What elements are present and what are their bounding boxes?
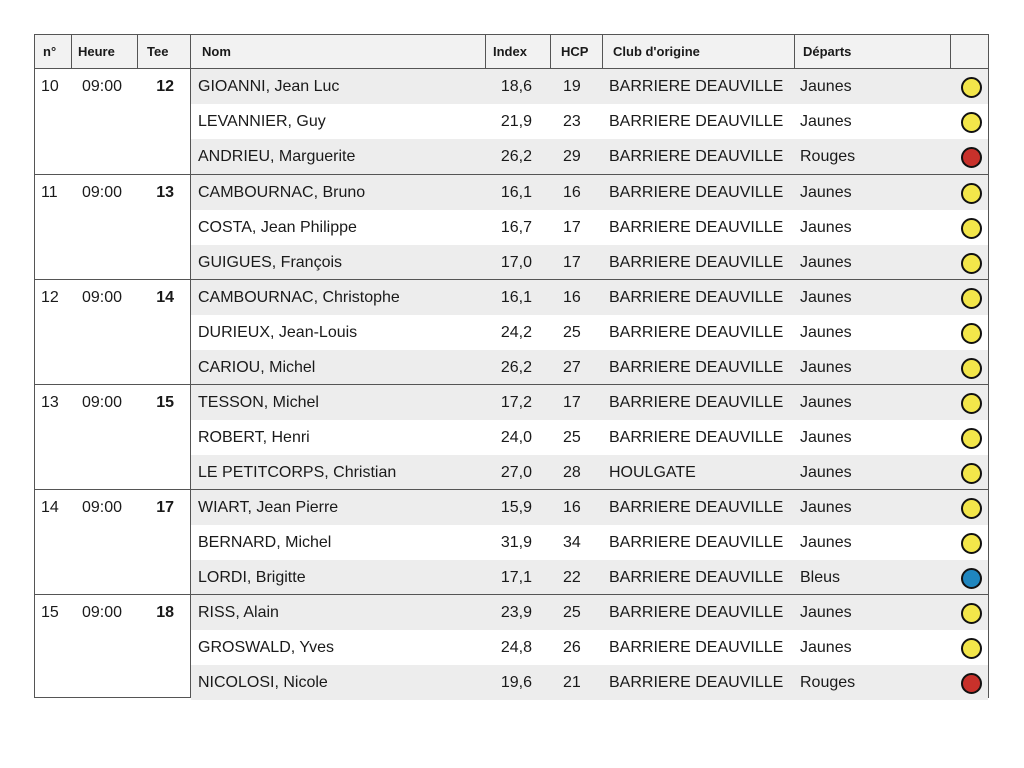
- player-depart: Jaunes: [800, 254, 852, 271]
- tee-group: [35, 69, 988, 174]
- player-depart: Jaunes: [800, 184, 852, 201]
- player-row: [191, 385, 988, 420]
- player-depart: Jaunes: [800, 604, 852, 621]
- player-name: CAMBOURNAC, Christophe: [198, 289, 400, 306]
- player-depart: Jaunes: [800, 429, 852, 446]
- player-index: 27,0: [500, 464, 532, 481]
- tee-group: [35, 279, 988, 384]
- column-divider: [71, 35, 72, 69]
- player-name: LORDI, Brigitte: [198, 569, 306, 586]
- group-time: 09:00: [82, 184, 123, 201]
- player-row: [191, 455, 988, 490]
- player-name: CAMBOURNAC, Bruno: [198, 184, 366, 201]
- group-number: 14: [41, 499, 59, 516]
- player-name: ANDRIEU, Marguerite: [198, 148, 356, 165]
- player-club: BARRIERE DEAUVILLE: [609, 394, 784, 411]
- player-name: TESSON, Michel: [198, 394, 319, 411]
- player-row: [191, 560, 988, 595]
- player-row: [191, 315, 988, 350]
- header-heure: Heure: [78, 44, 115, 59]
- player-hcp: 29: [563, 148, 581, 165]
- player-club: BARRIERE DEAUVILLE: [609, 254, 784, 271]
- player-name: GIOANNI, Jean Luc: [198, 78, 340, 95]
- column-divider: [950, 35, 951, 69]
- player-depart: Jaunes: [800, 219, 852, 236]
- player-hcp: 17: [563, 219, 581, 236]
- player-index: 24,0: [500, 429, 532, 446]
- player-name: CARIOU, Michel: [198, 359, 316, 376]
- player-row: [191, 69, 988, 104]
- player-name: GUIGUES, François: [198, 254, 343, 271]
- player-index: 16,1: [500, 184, 532, 201]
- player-club: BARRIERE DEAUVILLE: [609, 604, 784, 621]
- player-depart: Rouges: [800, 674, 856, 691]
- tee-group: [35, 174, 988, 279]
- player-depart: Jaunes: [800, 464, 852, 481]
- player-club: BARRIERE DEAUVILLE: [609, 499, 784, 516]
- tee-color-dot-icon: [961, 147, 982, 168]
- player-club: HOULGATE: [609, 464, 696, 481]
- group-tee: 14: [156, 289, 174, 306]
- player-name: NICOLOSI, Nicole: [198, 674, 328, 691]
- player-name: DURIEUX, Jean-Louis: [198, 324, 358, 341]
- player-hcp: 19: [563, 78, 581, 95]
- player-row: [191, 665, 988, 700]
- header-tee: Tee: [147, 44, 169, 59]
- player-row: [191, 139, 988, 174]
- player-name: COSTA, Jean Philippe: [198, 219, 357, 236]
- player-index: 15,9: [500, 499, 532, 516]
- player-hcp: 17: [563, 254, 581, 271]
- player-club: BARRIERE DEAUVILLE: [609, 184, 784, 201]
- group-tee: 15: [156, 394, 174, 411]
- player-hcp: 16: [563, 499, 581, 516]
- player-index: 19,6: [500, 674, 532, 691]
- tee-color-dot-icon: [961, 498, 982, 519]
- player-index: 24,8: [500, 639, 532, 656]
- player-index: 31,9: [500, 534, 532, 551]
- player-depart: Jaunes: [800, 499, 852, 516]
- player-depart: Jaunes: [800, 534, 852, 551]
- player-row: [191, 525, 988, 560]
- column-divider: [794, 35, 795, 69]
- tee-color-dot-icon: [961, 77, 982, 98]
- player-row: [191, 104, 988, 139]
- tee-color-dot-icon: [961, 288, 982, 309]
- player-depart: Jaunes: [800, 394, 852, 411]
- player-name: LE PETITCORPS, Christian: [198, 464, 397, 481]
- tee-color-dot-icon: [961, 428, 982, 449]
- player-index: 23,9: [500, 604, 532, 621]
- player-hcp: 23: [563, 113, 581, 130]
- player-depart: Jaunes: [800, 359, 852, 376]
- player-name: WIART, Jean Pierre: [198, 499, 339, 516]
- player-hcp: 25: [563, 604, 581, 621]
- player-row: [191, 595, 988, 630]
- player-depart: Jaunes: [800, 289, 852, 306]
- player-index: 17,2: [500, 394, 532, 411]
- header-num: n°: [43, 44, 57, 59]
- group-number: 13: [41, 394, 59, 411]
- tee-group: [35, 594, 988, 699]
- player-index: 24,2: [500, 324, 532, 341]
- player-club: BARRIERE DEAUVILLE: [609, 219, 784, 236]
- table-header: [35, 35, 988, 69]
- player-club: BARRIERE DEAUVILLE: [609, 359, 784, 376]
- player-name: ROBERT, Henri: [198, 429, 310, 446]
- player-hcp: 26: [563, 639, 581, 656]
- group-tee: 18: [156, 604, 174, 621]
- player-hcp: 27: [563, 359, 581, 376]
- group-time: 09:00: [82, 499, 123, 516]
- player-depart: Bleus: [800, 569, 841, 586]
- group-time: 09:00: [82, 394, 123, 411]
- player-hcp: 16: [563, 289, 581, 306]
- player-club: BARRIERE DEAUVILLE: [609, 639, 784, 656]
- column-divider: [137, 35, 138, 69]
- column-divider: [602, 35, 603, 69]
- group-time: 09:00: [82, 289, 123, 306]
- tee-color-dot-icon: [961, 112, 982, 133]
- player-club: BARRIERE DEAUVILLE: [609, 78, 784, 95]
- player-depart: Rouges: [800, 148, 856, 165]
- player-row: [191, 420, 988, 455]
- player-club: BARRIERE DEAUVILLE: [609, 674, 784, 691]
- player-name: RISS, Alain: [198, 604, 279, 621]
- player-club: BARRIERE DEAUVILLE: [609, 569, 784, 586]
- player-hcp: 25: [563, 429, 581, 446]
- player-row: [191, 630, 988, 665]
- player-club: BARRIERE DEAUVILLE: [609, 534, 784, 551]
- player-hcp: 17: [563, 394, 581, 411]
- tee-color-dot-icon: [961, 253, 982, 274]
- player-name: BERNARD, Michel: [198, 534, 332, 551]
- header-hcp: HCP: [561, 44, 589, 59]
- player-hcp: 21: [563, 674, 581, 691]
- group-number: 15: [41, 604, 59, 621]
- player-row: [191, 350, 988, 385]
- player-hcp: 28: [563, 464, 581, 481]
- player-index: 16,7: [500, 219, 532, 236]
- player-row: [191, 280, 988, 315]
- player-club: BARRIERE DEAUVILLE: [609, 148, 784, 165]
- group-number: 12: [41, 289, 59, 306]
- player-club: BARRIERE DEAUVILLE: [609, 429, 784, 446]
- tee-time-sheet: [34, 34, 989, 698]
- player-hcp: 16: [563, 184, 581, 201]
- player-hcp: 25: [563, 324, 581, 341]
- column-divider: [550, 35, 551, 69]
- tee-group: [35, 384, 988, 489]
- player-depart: Jaunes: [800, 324, 852, 341]
- header-index: Index: [493, 44, 527, 59]
- header-club: Club d'origine: [613, 44, 700, 59]
- player-depart: Jaunes: [800, 78, 852, 95]
- tee-color-dot-icon: [961, 393, 982, 414]
- group-time: 09:00: [82, 604, 123, 621]
- player-index: 17,1: [500, 569, 532, 586]
- column-divider: [485, 35, 486, 69]
- tee-color-dot-icon: [961, 183, 982, 204]
- group-number: 10: [41, 78, 59, 95]
- tee-color-dot-icon: [961, 533, 982, 554]
- player-index: 26,2: [500, 148, 532, 165]
- player-hcp: 22: [563, 569, 581, 586]
- group-tee: 13: [156, 184, 174, 201]
- player-club: BARRIERE DEAUVILLE: [609, 289, 784, 306]
- player-club: BARRIERE DEAUVILLE: [609, 324, 784, 341]
- player-hcp: 34: [563, 534, 581, 551]
- player-index: 21,9: [500, 113, 532, 130]
- tee-color-dot-icon: [961, 323, 982, 344]
- player-row: [191, 210, 988, 245]
- player-index: 26,2: [500, 359, 532, 376]
- tee-color-dot-icon: [961, 218, 982, 239]
- tee-color-dot-icon: [961, 638, 982, 659]
- player-index: 17,0: [500, 254, 532, 271]
- tee-color-dot-icon: [961, 673, 982, 694]
- tee-group: [35, 489, 988, 594]
- player-club: BARRIERE DEAUVILLE: [609, 113, 784, 130]
- group-tee: 17: [156, 499, 174, 516]
- player-row: [191, 490, 988, 525]
- group-time: 09:00: [82, 78, 123, 95]
- tee-color-dot-icon: [961, 603, 982, 624]
- group-number: 11: [41, 184, 58, 201]
- tee-color-dot-icon: [961, 463, 982, 484]
- player-depart: Jaunes: [800, 639, 852, 656]
- player-depart: Jaunes: [800, 113, 852, 130]
- player-index: 16,1: [500, 289, 532, 306]
- group-tee: 12: [156, 78, 174, 95]
- tee-color-dot-icon: [961, 358, 982, 379]
- player-row: [191, 245, 988, 280]
- player-name: LEVANNIER, Guy: [198, 113, 326, 130]
- header-departs: Départs: [803, 44, 852, 59]
- tee-color-dot-icon: [961, 568, 982, 589]
- player-name: GROSWALD, Yves: [198, 639, 335, 656]
- player-index: 18,6: [500, 78, 532, 95]
- header-nom: Nom: [202, 44, 231, 59]
- player-row: [191, 175, 988, 210]
